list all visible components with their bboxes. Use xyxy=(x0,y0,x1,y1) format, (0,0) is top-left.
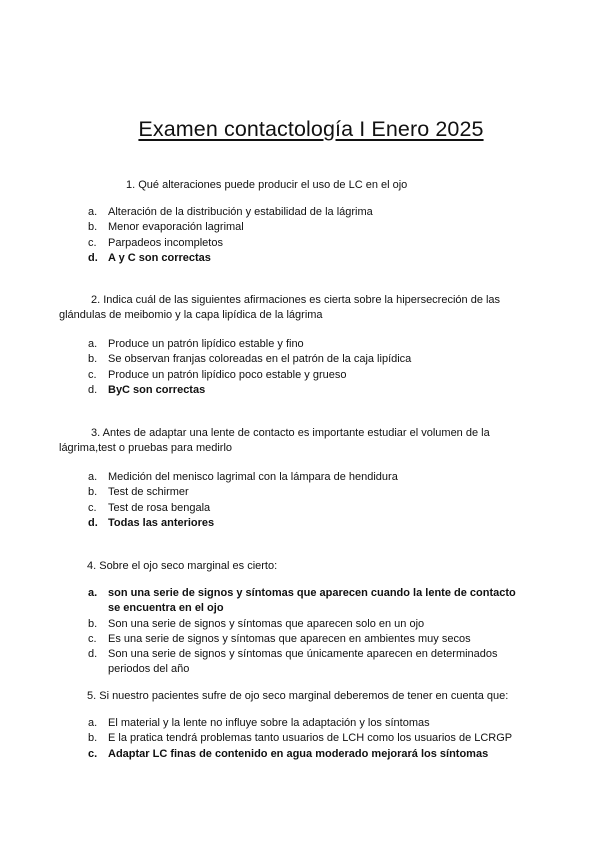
question-2-options xyxy=(88,337,528,398)
option-2d-correct xyxy=(88,383,528,398)
option-1c xyxy=(88,236,528,251)
option-letter: d. xyxy=(88,383,98,396)
question-4-options xyxy=(88,586,528,678)
option-5c-correct xyxy=(88,747,528,762)
option-letter: c. xyxy=(88,632,97,645)
option-text: Medición del menisco lagrimal con la lámpara de hendidura xyxy=(108,471,398,483)
option-1a xyxy=(88,205,528,220)
option-text: son una serie de signos y síntomas que aparecen cuando la lente de contacto se encuentra en el ojo xyxy=(108,587,516,615)
option-4a-correct xyxy=(88,586,528,617)
option-letter: b. xyxy=(88,617,98,630)
option-1d-correct xyxy=(88,251,528,266)
option-2c xyxy=(88,368,528,383)
option-text: Se observan franjas coloreadas en el patrón de la caja lipídica xyxy=(108,353,412,366)
option-4b xyxy=(88,617,528,632)
option-letter: c. xyxy=(88,501,97,514)
question-5-text: 5. Si nuestro pacientes sufre de ojo seco marginal deberemos de tener en cuenta que: xyxy=(87,690,509,702)
option-letter: d. xyxy=(88,251,98,264)
option-letter: a. xyxy=(88,338,98,350)
option-text: Adaptar LC finas de contenido en agua moderado mejorará los síntomas xyxy=(108,747,489,760)
option-2b xyxy=(88,352,528,367)
option-5a xyxy=(88,716,528,731)
question-5-options xyxy=(88,716,528,762)
option-text: Son una serie de signos y síntomas que aparecen solo en un ojo xyxy=(108,617,425,630)
option-text: ByC son correctas xyxy=(108,383,206,396)
option-letter: b. xyxy=(88,732,98,745)
option-text: Produce un patrón lipídico estable y fino xyxy=(108,338,304,350)
option-letter: c. xyxy=(88,747,98,760)
option-text: Todas las anteriores xyxy=(108,516,215,529)
option-letter: a. xyxy=(88,717,98,729)
question-3-text: 3. Antes de adaptar una lente de contacto es importante estudiar el volumen de la lágrima,test o pruebas para medirlo xyxy=(59,427,490,455)
option-2a xyxy=(88,337,528,352)
option-letter: a. xyxy=(88,206,98,218)
option-4d xyxy=(88,647,528,678)
option-3b xyxy=(88,485,528,500)
question-3-options xyxy=(88,470,528,531)
option-1b xyxy=(88,220,528,235)
option-letter: b. xyxy=(88,353,98,366)
option-text: A y C son correctas xyxy=(108,251,211,264)
option-letter: a. xyxy=(88,471,98,483)
option-3d-correct xyxy=(88,516,528,531)
option-letter: c. xyxy=(88,236,97,249)
option-letter: a. xyxy=(88,587,98,599)
option-text: E la pratica tendrá problemas tanto usuarios de LCH como los usuarios de LCRGP xyxy=(108,732,513,745)
question-1-text: 1. Qué alteraciones puede producir el uso de LC en el ojo xyxy=(126,179,408,191)
option-letter: b. xyxy=(88,486,98,499)
question-1-options xyxy=(88,205,528,266)
option-text: Menor evaporación lagrimal xyxy=(108,221,244,234)
exam-title: Examen contactología I Enero 2025 xyxy=(138,117,484,141)
option-text: Alteración de la distribución y estabilidad de la lágrima xyxy=(108,206,373,218)
option-letter: d. xyxy=(88,516,98,529)
option-3c xyxy=(88,501,528,516)
question-4-text: 4. Sobre el ojo seco marginal es cierto: xyxy=(87,560,278,572)
option-text: Produce un patrón lipídico poco estable y grueso xyxy=(108,368,347,381)
option-letter: d. xyxy=(88,648,98,661)
option-letter: b. xyxy=(88,221,98,234)
option-text: Parpadeos incompletos xyxy=(108,236,223,249)
option-text: Test de schirmer xyxy=(108,486,189,499)
option-letter: c. xyxy=(88,368,97,381)
option-3a xyxy=(88,470,528,485)
option-text: Son una serie de signos y síntomas que únicamente aparecen en determinados periodos del año xyxy=(108,648,498,676)
option-5b xyxy=(88,731,528,746)
question-2-text: 2. Indica cuál de las siguientes afirmaciones es cierta sobre la hipersecreción de las glándulas de meibomio y la capa lipídica de la lágrima xyxy=(59,294,501,322)
option-text: Test de rosa bengala xyxy=(108,501,211,514)
option-4c xyxy=(88,632,528,647)
option-text: Es una serie de signos y síntomas que aparecen en ambientes muy secos xyxy=(108,632,471,645)
option-text: El material y la lente no influye sobre la adaptación y los síntomas xyxy=(108,717,430,729)
